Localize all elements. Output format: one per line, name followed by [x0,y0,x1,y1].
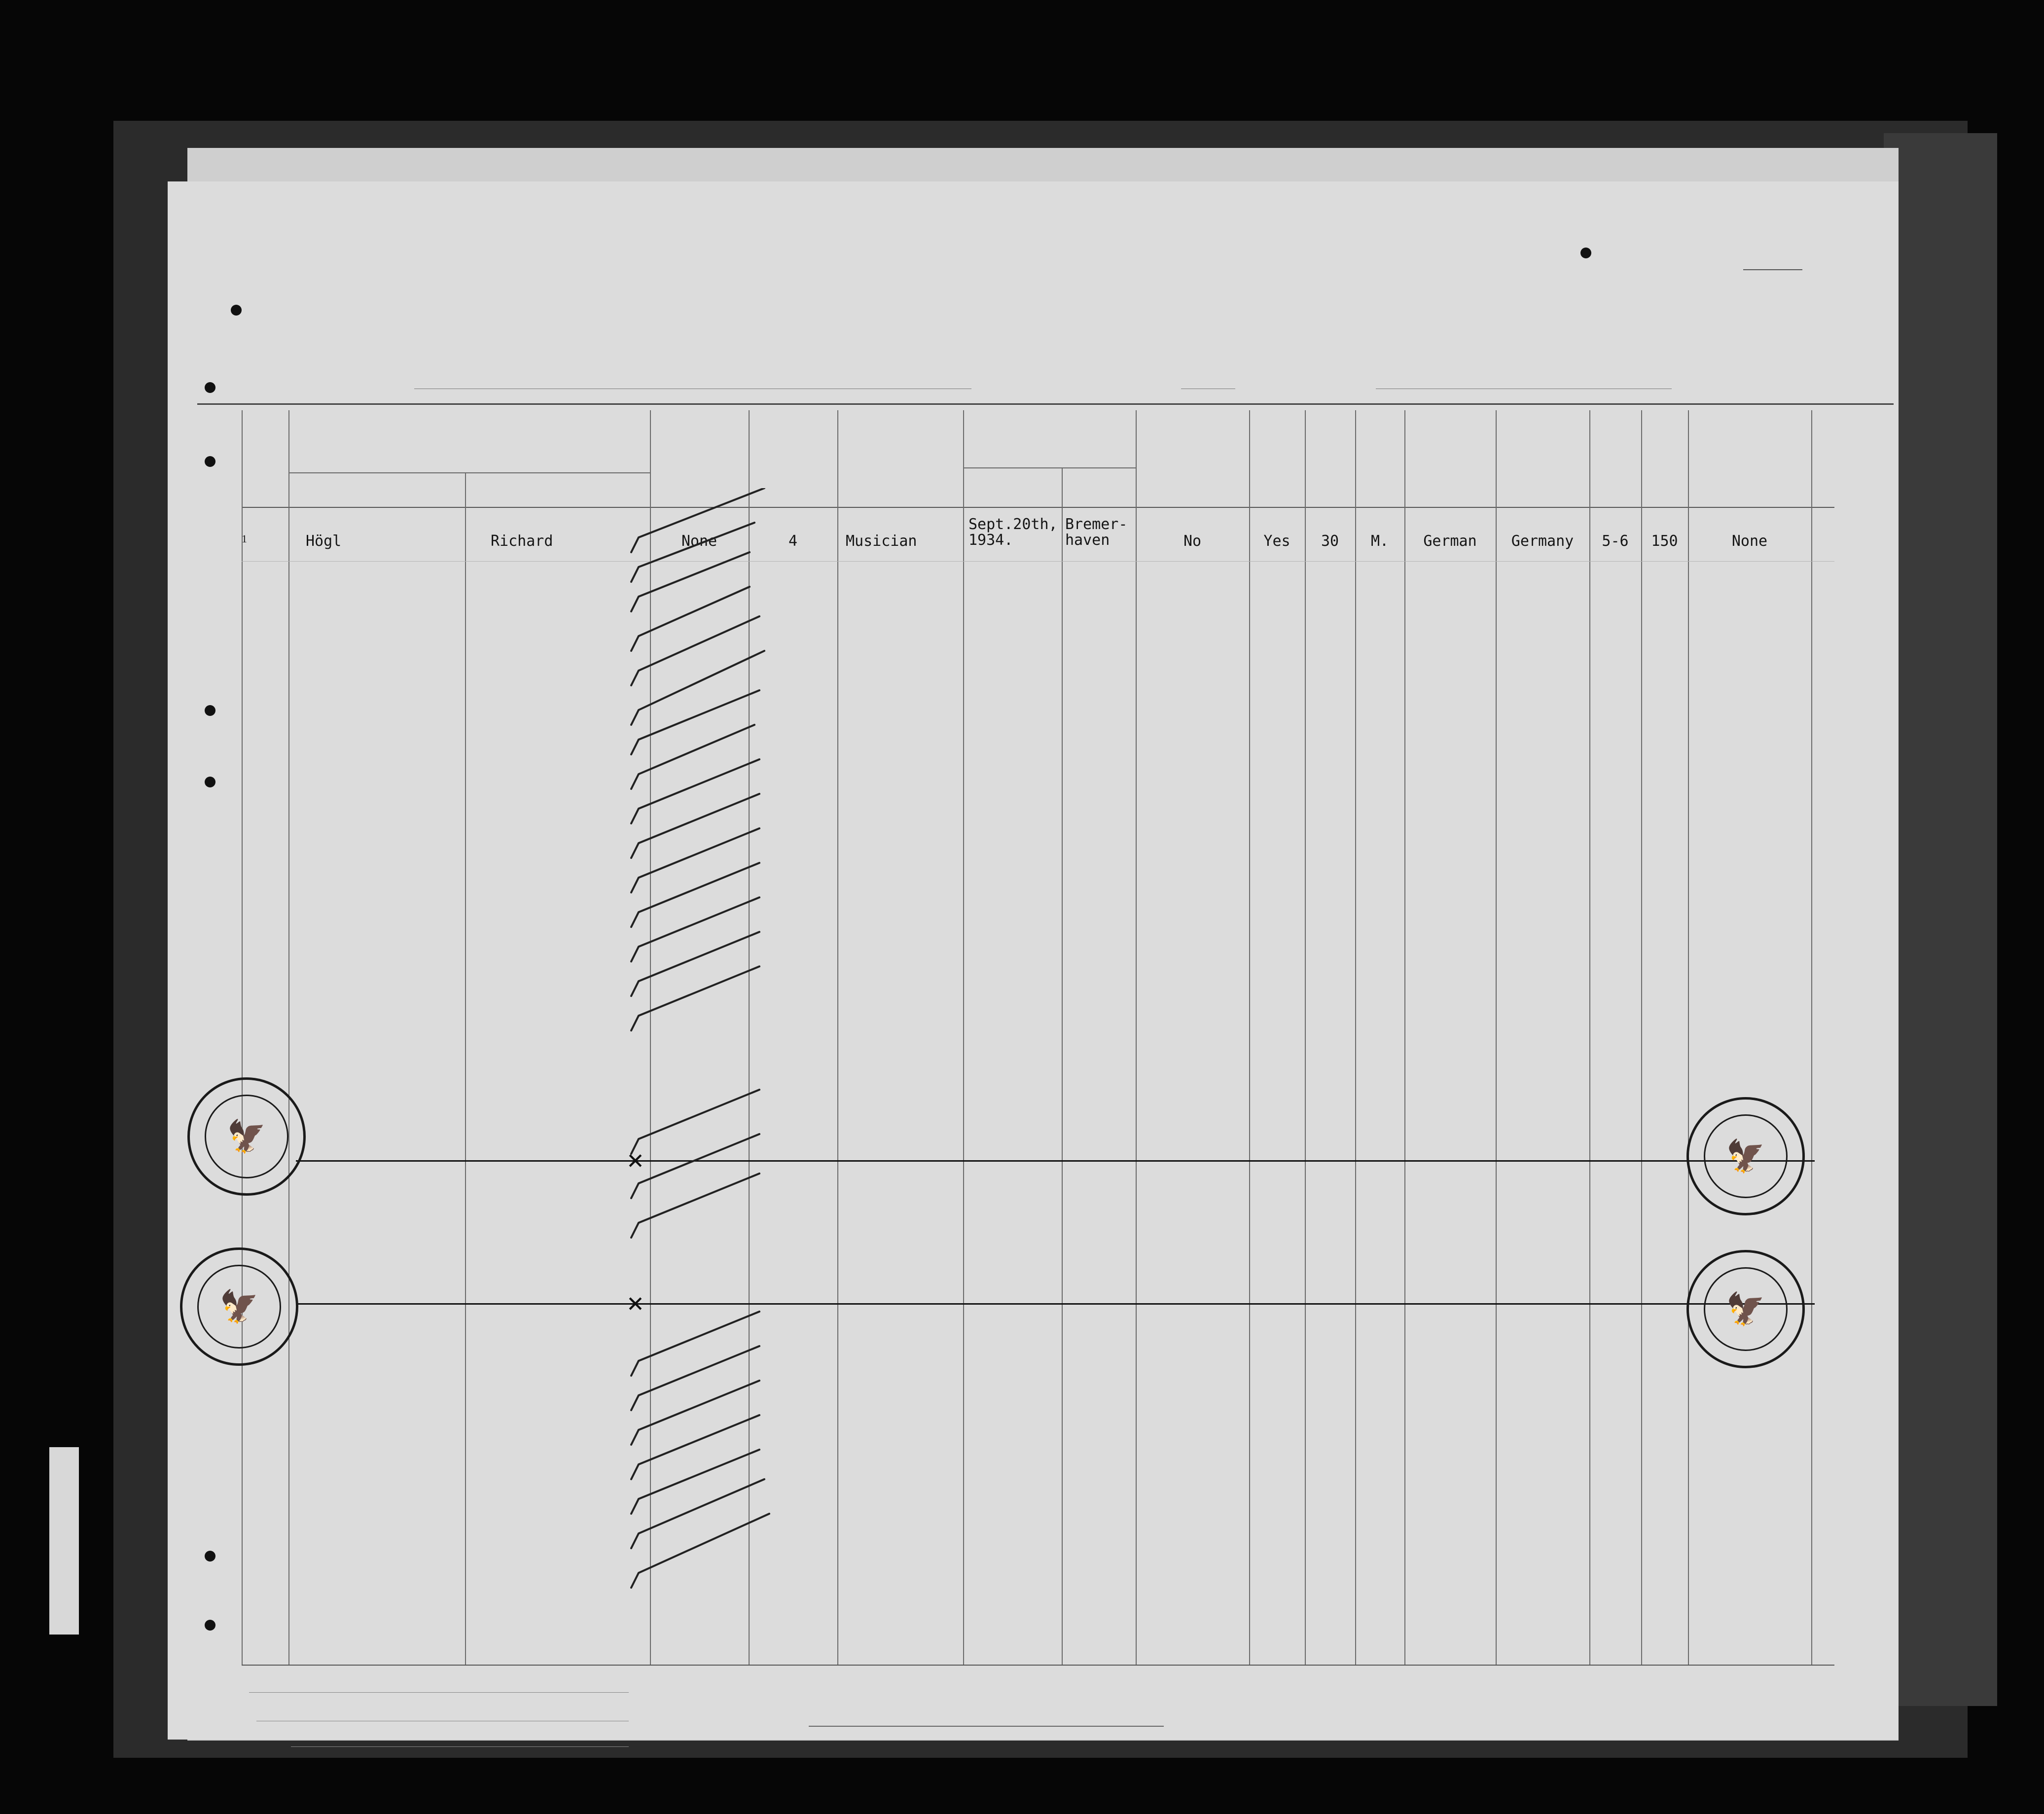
eagle-icon: 🦅 [1726,1138,1765,1174]
eagle-icon: 🦅 [227,1119,266,1154]
cross-mark: ✕ [626,1149,645,1174]
col-rule [1641,410,1642,1665]
binder-hole [205,1551,215,1562]
binder-hole [205,456,215,467]
cell-when: Sept.20th, 1934. [968,516,1058,549]
binder-hole [205,1620,215,1631]
consulate-stamp [187,1077,306,1196]
col-rule [1496,410,1497,1665]
eagle-icon: 🦅 [219,1289,259,1324]
cell-paid: No [1183,533,1202,550]
col-rule [1062,468,1063,1665]
name-subheader-rule [288,472,650,473]
signature-rule [809,1726,1164,1727]
cell-no: 1 [242,533,247,545]
binder-hole [205,382,215,393]
col-rule [1589,410,1590,1665]
col-rule [242,410,243,1665]
cell-height: 5-6 [1602,533,1629,550]
cell-marks: None [1731,533,1768,550]
consulate-stamp [1686,1250,1805,1368]
cell-where: Bremer- haven [1065,516,1128,549]
strike-line-row-18 [296,1160,1815,1162]
binder-hole [231,305,242,316]
strike-line-row-22 [296,1303,1815,1305]
sheet-line [1743,269,1802,270]
col-rule [1305,410,1306,1665]
binder-hole [205,777,215,787]
header-bottom-rule [242,507,1834,508]
col-rule [963,410,964,1665]
consulate-stamp [1686,1097,1805,1215]
cell-service: 4 [788,533,798,550]
binder-hole [1580,248,1591,258]
col-rule [1688,410,1689,1665]
cross-mark: ✕ [626,1292,645,1317]
side-label [49,1447,79,1635]
cell-given: Richard [491,533,553,550]
row-rule [242,561,1834,562]
eagle-icon: 🦅 [1726,1291,1765,1327]
cell-card: None [681,533,717,550]
cell-nat: Germany [1511,533,1574,550]
cell-position: Musician [846,533,917,550]
cell-weight: 150 [1651,533,1678,550]
col-rule [837,410,838,1665]
col-rule [1249,410,1250,1665]
binder-hole [205,705,215,716]
cell-sex: M. [1370,533,1389,550]
cell-family: Högl [306,533,342,550]
col-rule [465,473,466,1665]
line-rule [249,1692,629,1693]
cell-read: Yes [1263,533,1291,550]
checkmarks [616,488,784,1617]
binder-edge [1884,133,1997,1706]
shipped-subheader-rule [963,467,1136,468]
consulate-stamp [180,1247,298,1366]
table-bottom-rule [242,1665,1834,1666]
col-rule [288,410,289,1665]
col-rule [1136,410,1137,1665]
cell-race: German [1423,533,1477,550]
agents-rule [291,1746,629,1747]
table-top-rule [197,403,1894,405]
cell-age: 30 [1321,533,1339,550]
col-rule [1404,410,1405,1665]
col-rule [1355,410,1356,1665]
col-rule [1811,410,1812,1665]
